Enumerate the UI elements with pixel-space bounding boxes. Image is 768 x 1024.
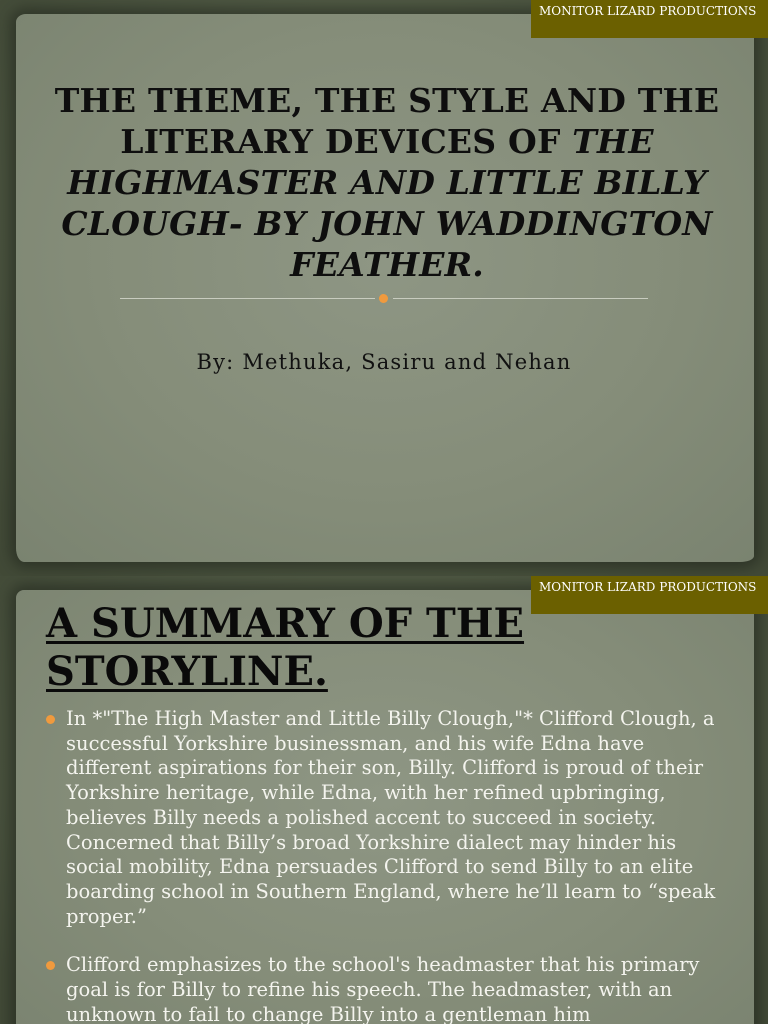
divider-line-right: [393, 298, 648, 299]
brand-label: MONITOR LIZARD PRODUCTIONS: [531, 0, 768, 38]
divider-line-left: [120, 298, 375, 299]
summary-slide: [0, 576, 768, 1024]
title-text: THE THEME, THE STYLE AND THE LITERARY DEVICES OF: [54, 81, 720, 161]
bullet-dot-icon: [46, 715, 55, 724]
title-divider: [120, 297, 648, 300]
bullet-list: [46, 707, 726, 1024]
divider-dot: [379, 294, 388, 303]
list-item-text: In *"The High Master and Little Billy Clough,"* Clifford Clough, a successful Yorkshire businessman, and his wife Edna have different aspirations for their son, Billy. Clifford is proud of their Yorkshire heritage, while Edna, with her refined upbringing, believes Billy needs a polished accent to succeed in society. Concerned that Billy’s broad Yorkshire dialect may hinder his social mobility, Edna persuades Clifford to send Billy to an elite boarding school in Southern England, where he’ll learn to “speak proper.”: [66, 707, 716, 928]
list-item: [46, 707, 726, 929]
slide-heading: A SUMMARY OF THE STORYLINE.: [46, 600, 525, 695]
list-item: [46, 953, 726, 1024]
slide-title: [40, 80, 734, 285]
brand-label: MONITOR LIZARD PRODUCTIONS: [531, 576, 768, 614]
bullet-dot-icon: [46, 961, 55, 970]
authors-byline: By: Methuka, Sasiru and Nehan: [196, 350, 572, 374]
list-item-text: Clifford emphasizes to the school's headmaster that his primary goal is for Billy to refine his speech. The headmaster, with an unknown to fail to change Billy into a gentleman him: [66, 953, 700, 1024]
title-italic-text: THE HIGHMASTER AND LITTLE BILLY CLOUGH- BY JOHN WADDINGTON FEATHER.: [61, 122, 713, 284]
